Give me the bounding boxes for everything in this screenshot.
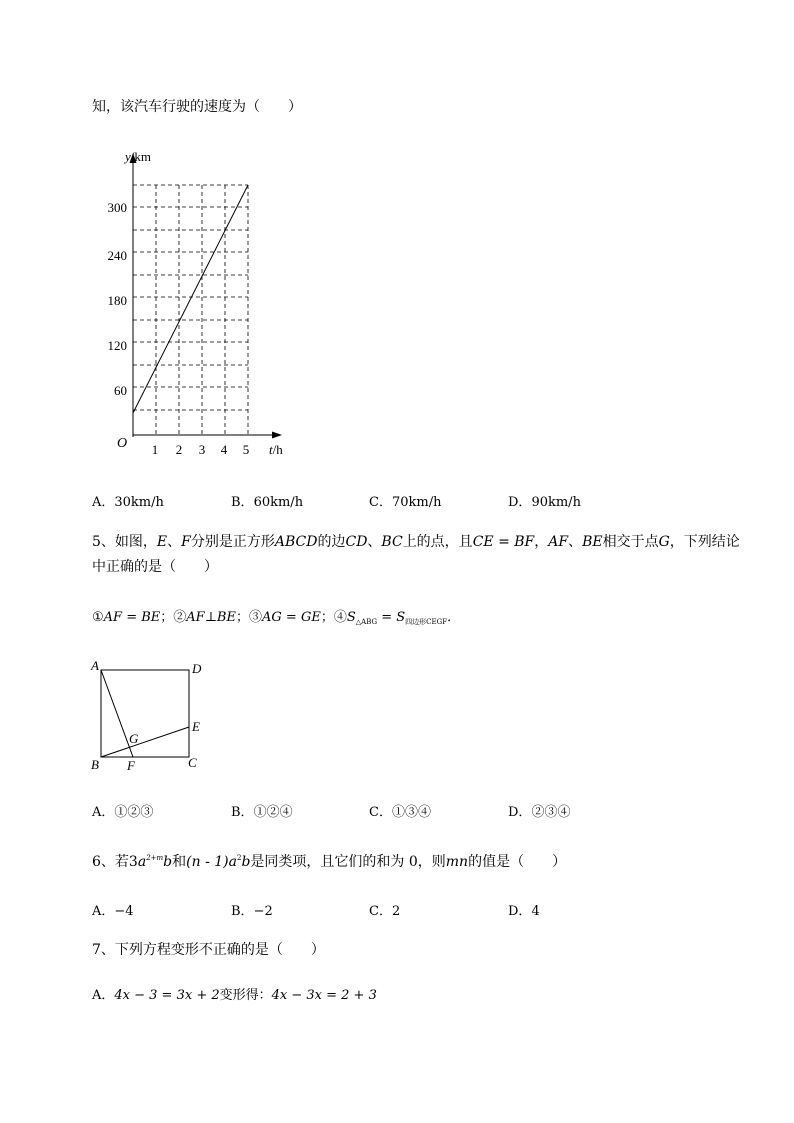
y-tick-label: 240: [107, 248, 127, 263]
q5-conclusions: ①AF = BE；②AF⊥BE；③AG = GE；$④S_{\triangle ABG} = S_{四边形CEGF}$．: [92, 610, 461, 626]
x-tick-label: 4: [220, 442, 228, 457]
label-b: B: [91, 757, 99, 772]
square-abcd: [101, 670, 189, 757]
label-c: C: [188, 755, 197, 770]
y-tick-label: 180: [107, 293, 127, 308]
x-axis-arrow: [272, 432, 282, 439]
q4-option-d[interactable]: D．90km/h: [508, 495, 581, 510]
x-tick-label: 3: [198, 442, 206, 457]
label-e: E: [192, 719, 200, 734]
segment-be: [101, 727, 189, 757]
q4-option-a[interactable]: A．30km/h: [92, 495, 164, 510]
q5-stem-line2: 中正确的是（ ）: [92, 559, 218, 575]
q5-option-a[interactable]: A．①②③: [92, 805, 154, 820]
y-tick-label: 300: [107, 200, 127, 215]
y-tick-label: 60: [114, 383, 127, 398]
q7-option-a[interactable]: A．4x − 3 = 3x + 2变形得：4x − 3x = 2 + 3: [92, 988, 377, 1003]
q4-option-b[interactable]: B．60km/h: [231, 495, 304, 510]
q6-option-b[interactable]: B．−2: [231, 904, 273, 919]
x-tick-label: 5: [242, 442, 250, 457]
label-d: D: [192, 661, 202, 676]
q4-distance-time-graph: [100, 145, 300, 465]
x-tick-label: 1: [151, 442, 159, 457]
q5-option-b[interactable]: B．①②④: [231, 805, 293, 820]
q6-option-c[interactable]: C．2: [369, 904, 401, 919]
q4-option-c[interactable]: C．70km/h: [369, 495, 442, 510]
label-f: F: [127, 758, 135, 773]
q6-stem: 6、若$3a^{2+m}b$和$(n - 1)a^2b$是同类项，且它们的和为 0，则mn的值是（ ）: [92, 854, 567, 870]
q5-option-d[interactable]: D．②③④: [508, 805, 571, 820]
x-tick-label: 2: [175, 442, 183, 457]
y-tick-label: 120: [107, 338, 127, 353]
label-g: G: [129, 731, 139, 746]
origin-label: O: [117, 436, 128, 451]
label-a: A: [91, 658, 99, 673]
q4-stem-tail: 知，该汽车行驶的速度为（ ）: [92, 99, 302, 115]
q5-square-figure: [88, 655, 218, 785]
y-axis-label: y/km: [125, 149, 152, 164]
q5-option-c[interactable]: C．①③④: [369, 805, 431, 820]
graph-grid: [133, 185, 248, 435]
q6-option-d[interactable]: D．4: [508, 904, 540, 919]
q5-stem-line1: 5、如图，E、F分别是正方形ABCD的边CD、BC上的点，且CE = BF，AF、BE相交于点G，下列结论: [92, 534, 740, 550]
q6-option-a[interactable]: A．−4: [92, 904, 134, 919]
graph-line: [133, 185, 248, 413]
x-axis-label: t/h: [269, 442, 283, 457]
q7-stem: 7、下列方程变形不正确的是（ ）: [92, 942, 325, 958]
